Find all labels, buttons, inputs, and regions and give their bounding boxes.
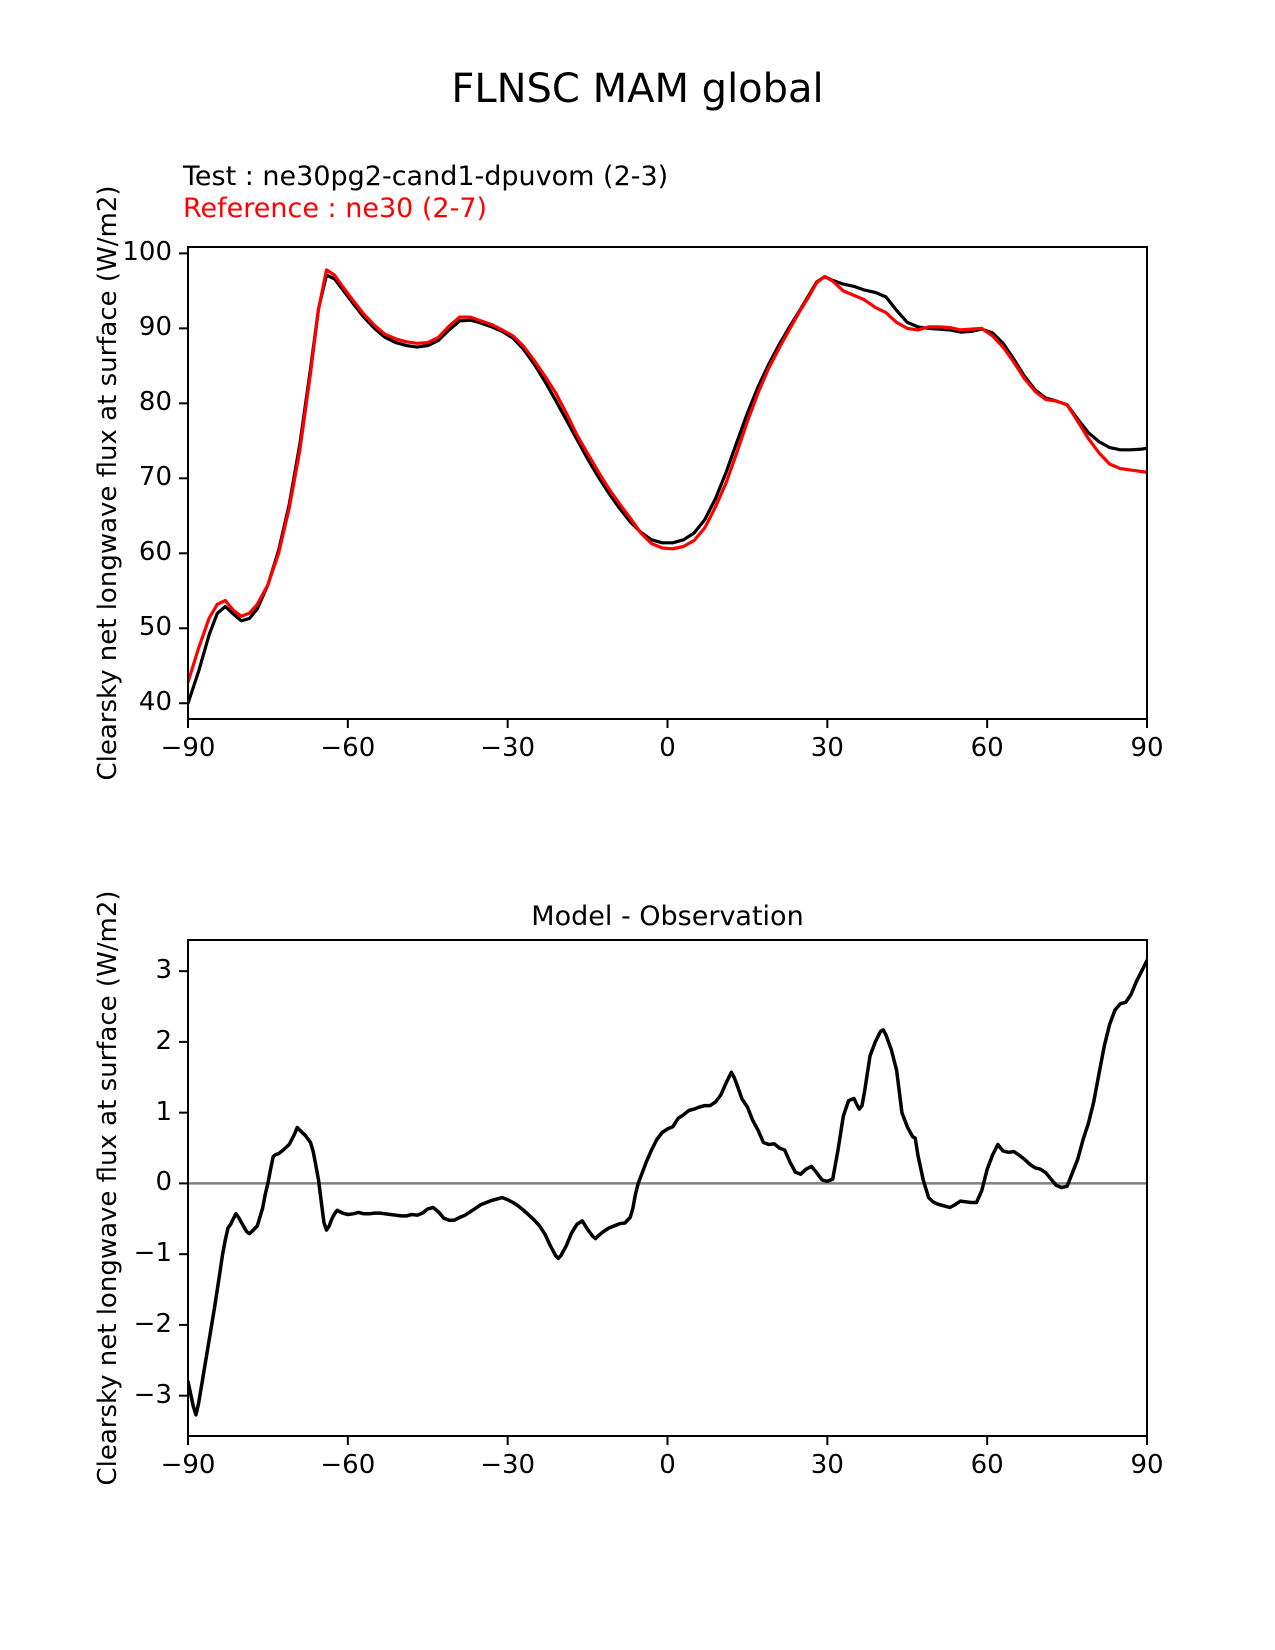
chart-0-series-1-line [188,270,1147,682]
y-tick-label: −1 [133,1238,172,1269]
legend-test-label: Test : ne30pg2-cand1-dpuvom (2-3) [183,161,669,192]
x-tick-label: −60 [320,1450,376,1480]
y-tick-label: 60 [138,537,172,568]
y-tick-label: 2 [155,1025,172,1056]
x-tick-label: −90 [160,733,216,763]
y-tick-label: 100 [122,237,172,268]
x-tick-label: 90 [1130,1450,1164,1480]
x-tick-label: −30 [480,733,536,763]
x-tick-label: 0 [659,733,676,763]
x-tick-label: −30 [480,1450,536,1480]
bottom-chart-y-axis-label: Clearsky net longwave flux at surface (W/m2) [93,890,123,1486]
axes-frame [188,940,1147,1436]
x-tick-label: 90 [1130,733,1164,763]
x-tick-label: −60 [320,733,376,763]
y-tick-label: 0 [155,1167,172,1198]
x-tick-label: 60 [970,1450,1004,1480]
y-tick-label: −2 [133,1308,172,1339]
x-tick-label: 30 [810,733,844,763]
x-tick-label: 0 [659,1450,676,1480]
figure-title: FLNSC MAM global [451,66,824,112]
chart-1-series-0-line [188,961,1147,1415]
y-tick-label: 70 [138,462,172,493]
bottom-chart-title: Model - Observation [531,901,804,932]
x-tick-label: 60 [970,733,1004,763]
chart-0-series-0-line [188,275,1147,703]
top-chart-y-axis-label: Clearsky net longwave flux at surface (W/m2) [93,185,123,781]
y-tick-label: 3 [155,955,172,986]
y-tick-label: 1 [155,1096,172,1127]
y-tick-label: 40 [138,687,172,718]
y-tick-label: −3 [133,1379,172,1410]
y-tick-label: 80 [138,387,172,418]
axes-frame [188,247,1147,719]
y-tick-label: 50 [138,612,172,643]
legend-reference-label: Reference : ne30 (2-7) [183,193,488,224]
y-tick-label: 90 [138,312,172,343]
x-tick-label: 30 [810,1450,844,1480]
x-tick-label: −90 [160,1450,216,1480]
